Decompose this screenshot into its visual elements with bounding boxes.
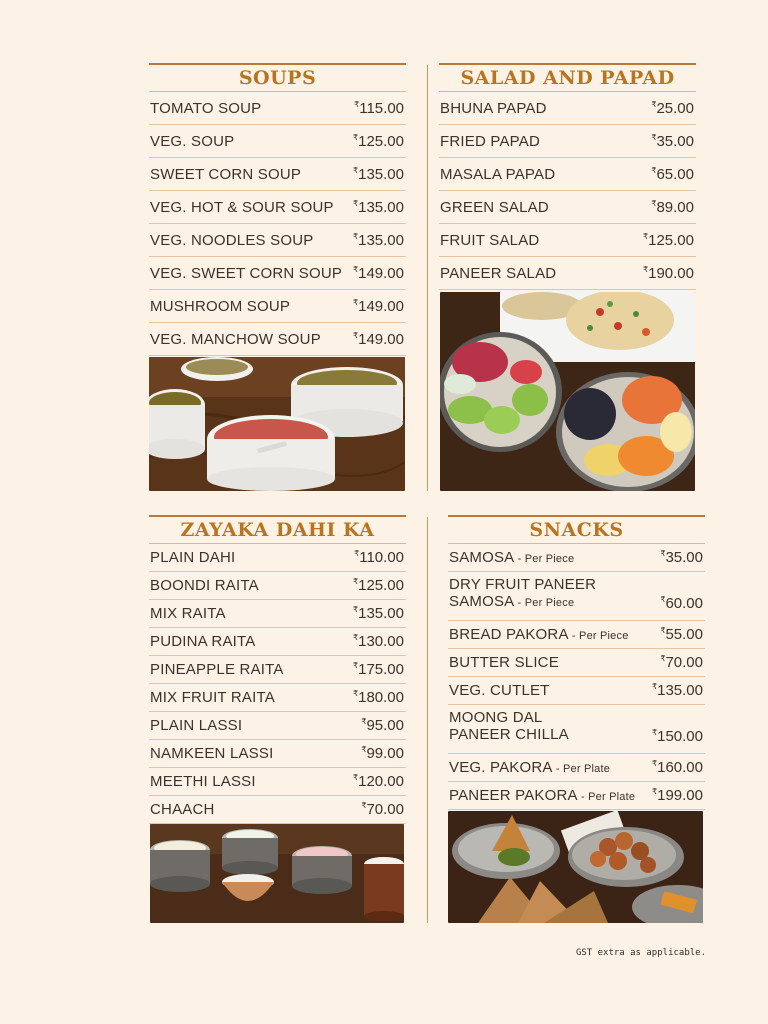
item-name: MUSHROOM SOUP	[150, 298, 291, 315]
menu-item	[149, 684, 406, 712]
rupee-icon: ₹	[353, 166, 359, 175]
item-price: ₹55.00	[660, 626, 703, 643]
menu-item	[149, 600, 406, 628]
rupee-icon: ₹	[353, 199, 359, 208]
item-name: VEG. MANCHOW SOUP	[150, 331, 321, 348]
column-divider-top	[427, 65, 428, 491]
item-name: VEG. SOUP	[150, 133, 235, 150]
item-price: ₹99.00	[361, 745, 404, 762]
rupee-icon: ₹	[353, 265, 359, 274]
menu-item	[149, 191, 406, 224]
item-price: ₹70.00	[660, 654, 703, 671]
item-price: ₹120.00	[353, 773, 404, 790]
dahi-photo	[150, 824, 404, 923]
item-price: ₹89.00	[651, 199, 694, 216]
rupee-icon: ₹	[353, 232, 359, 241]
item-note: - Per Piece	[514, 597, 575, 609]
item-price: ₹175.00	[353, 661, 404, 678]
rupee-icon: ₹	[660, 654, 666, 663]
rupee-icon: ₹	[652, 759, 658, 768]
item-price: ₹135.00	[652, 682, 703, 699]
item-name: NAMKEEN LASSI	[150, 745, 274, 762]
snacks-section	[448, 515, 705, 810]
item-price: ₹125.00	[353, 577, 404, 594]
menu-item	[448, 754, 705, 782]
dahi-title: ZAYAKA DAHI KA	[149, 515, 406, 544]
item-name: MIX FRUIT RAITA	[150, 689, 275, 706]
menu-item	[149, 796, 406, 824]
item-note: - Per Plate	[552, 763, 611, 775]
item-name: VEG. HOT & SOUR SOUP	[150, 199, 334, 216]
menu-item	[448, 705, 705, 754]
item-name: MEETHI LASSI	[150, 773, 256, 790]
snacks-photo	[448, 811, 703, 923]
rupee-icon: ₹	[651, 133, 657, 142]
item-price: ₹130.00	[353, 633, 404, 650]
soups-menu-list	[149, 92, 406, 356]
rupee-icon: ₹	[651, 166, 657, 175]
item-price: ₹35.00	[660, 549, 703, 566]
rupee-icon: ₹	[651, 199, 657, 208]
item-name: BHUNA PAPAD	[440, 100, 547, 117]
rupee-icon: ₹	[353, 577, 359, 586]
menu-item	[149, 323, 406, 356]
menu-item	[448, 677, 705, 705]
column-divider-bottom	[427, 517, 428, 923]
item-price: ₹190.00	[643, 265, 694, 282]
rupee-icon: ₹	[643, 265, 649, 274]
item-price: ₹180.00	[353, 689, 404, 706]
rupee-icon: ₹	[652, 787, 658, 796]
item-name: BOONDI RAITA	[150, 577, 259, 594]
rupee-icon: ₹	[353, 773, 359, 782]
item-name: SAMOSA - Per Piece	[449, 549, 575, 566]
item-price: ₹135.00	[353, 166, 404, 183]
item-name: VEG. SWEET CORN SOUP	[150, 265, 343, 282]
menu-item	[149, 257, 406, 290]
rupee-icon: ₹	[353, 331, 359, 340]
menu-item	[149, 92, 406, 125]
salad-papad-menu-list	[439, 92, 696, 290]
menu-item	[149, 628, 406, 656]
rupee-icon: ₹	[660, 549, 666, 558]
item-price: ₹149.00	[353, 265, 404, 282]
menu-item	[149, 768, 406, 796]
item-name: MIX RAITA	[150, 605, 226, 622]
item-note: - Per Plate	[577, 791, 636, 803]
menu-item	[448, 572, 705, 621]
item-price: ₹70.00	[361, 801, 404, 818]
item-name: FRUIT SALAD	[440, 232, 540, 249]
menu-item	[448, 782, 705, 810]
menu-item	[149, 125, 406, 158]
item-price: ₹135.00	[353, 232, 404, 249]
soups-photo	[149, 357, 405, 491]
rupee-icon: ₹	[354, 549, 360, 558]
item-name: PANEER PAKORA - Per Plate	[449, 787, 636, 804]
item-name: PLAIN LASSI	[150, 717, 243, 734]
rupee-icon: ₹	[660, 626, 666, 635]
item-price: ₹150.00	[652, 728, 703, 745]
menu-item	[149, 572, 406, 600]
item-name: PANEER SALAD	[440, 265, 557, 282]
menu-item	[448, 544, 705, 572]
menu-item	[149, 290, 406, 323]
item-name: BREAD PAKORA - Per Piece	[449, 626, 629, 643]
item-price: ₹125.00	[643, 232, 694, 249]
soups-title: SOUPS	[149, 63, 406, 92]
salad-papad-section	[439, 63, 696, 290]
item-name: DRY FRUIT PANEER SAMOSA - Per Piece	[449, 576, 597, 610]
rupee-icon: ₹	[652, 728, 658, 737]
item-name: FRIED PAPAD	[440, 133, 540, 150]
rupee-icon: ₹	[353, 133, 359, 142]
menu-item	[448, 621, 705, 649]
item-price: ₹149.00	[353, 298, 404, 315]
item-name: PUDINA RAITA	[150, 633, 256, 650]
item-name: GREEN SALAD	[440, 199, 549, 216]
rupee-icon: ₹	[361, 717, 367, 726]
menu-item	[149, 158, 406, 191]
item-price: ₹135.00	[353, 199, 404, 216]
rupee-icon: ₹	[353, 605, 359, 614]
item-name: VEG. PAKORA - Per Plate	[449, 759, 611, 776]
rupee-icon: ₹	[652, 682, 658, 691]
rupee-icon: ₹	[353, 661, 359, 670]
item-price: ₹25.00	[651, 100, 694, 117]
item-price: ₹125.00	[353, 133, 404, 150]
dahi-section	[149, 515, 406, 824]
menu-item	[149, 712, 406, 740]
item-name: MASALA PAPAD	[440, 166, 556, 183]
item-note: - Per Piece	[514, 553, 575, 565]
menu-item	[439, 224, 696, 257]
menu-item	[439, 92, 696, 125]
gst-note: GST extra as applicable.	[575, 948, 706, 958]
item-name: MOONG DAL PANEER CHILLA	[449, 709, 569, 743]
item-price: ₹35.00	[651, 133, 694, 150]
salad-papad-photo	[440, 292, 695, 491]
menu-item	[439, 125, 696, 158]
item-price: ₹149.00	[353, 331, 404, 348]
item-price: ₹110.00	[354, 549, 404, 566]
menu-item	[149, 224, 406, 257]
rupee-icon: ₹	[361, 745, 367, 754]
rupee-icon: ₹	[361, 801, 367, 810]
item-name: TOMATO SOUP	[150, 100, 262, 117]
item-name: VEG. NOODLES SOUP	[150, 232, 314, 249]
item-name: VEG. CUTLET	[449, 682, 550, 699]
item-price: ₹60.00	[660, 595, 703, 612]
item-price: ₹65.00	[651, 166, 694, 183]
rupee-icon: ₹	[354, 100, 360, 109]
snacks-menu-list	[448, 544, 705, 810]
item-price: ₹160.00	[652, 759, 703, 776]
rupee-icon: ₹	[353, 298, 359, 307]
rupee-icon: ₹	[660, 595, 666, 604]
menu-item	[149, 740, 406, 768]
snacks-title: SNACKS	[448, 515, 705, 544]
menu-item	[149, 656, 406, 684]
item-name: CHAACH	[150, 801, 215, 818]
item-price: ₹199.00	[652, 787, 703, 804]
item-name: PINEAPPLE RAITA	[150, 661, 284, 678]
menu-item	[149, 544, 406, 572]
item-price: ₹95.00	[361, 717, 404, 734]
menu-item	[448, 649, 705, 677]
rupee-icon: ₹	[651, 100, 657, 109]
item-price: ₹135.00	[353, 605, 404, 622]
rupee-icon: ₹	[353, 689, 359, 698]
dahi-menu-list	[149, 544, 406, 824]
item-name: BUTTER SLICE	[449, 654, 559, 671]
menu-item	[439, 191, 696, 224]
item-name: SWEET CORN SOUP	[150, 166, 302, 183]
salad-papad-title: SALAD AND PAPAD	[439, 63, 696, 92]
rupee-icon: ₹	[353, 633, 359, 642]
rupee-icon: ₹	[643, 232, 649, 241]
item-name: PLAIN DAHI	[150, 549, 236, 566]
item-note: - Per Piece	[568, 630, 629, 642]
item-price: ₹115.00	[354, 100, 404, 117]
soups-section	[149, 63, 406, 356]
menu-item	[439, 257, 696, 290]
menu-item	[439, 158, 696, 191]
